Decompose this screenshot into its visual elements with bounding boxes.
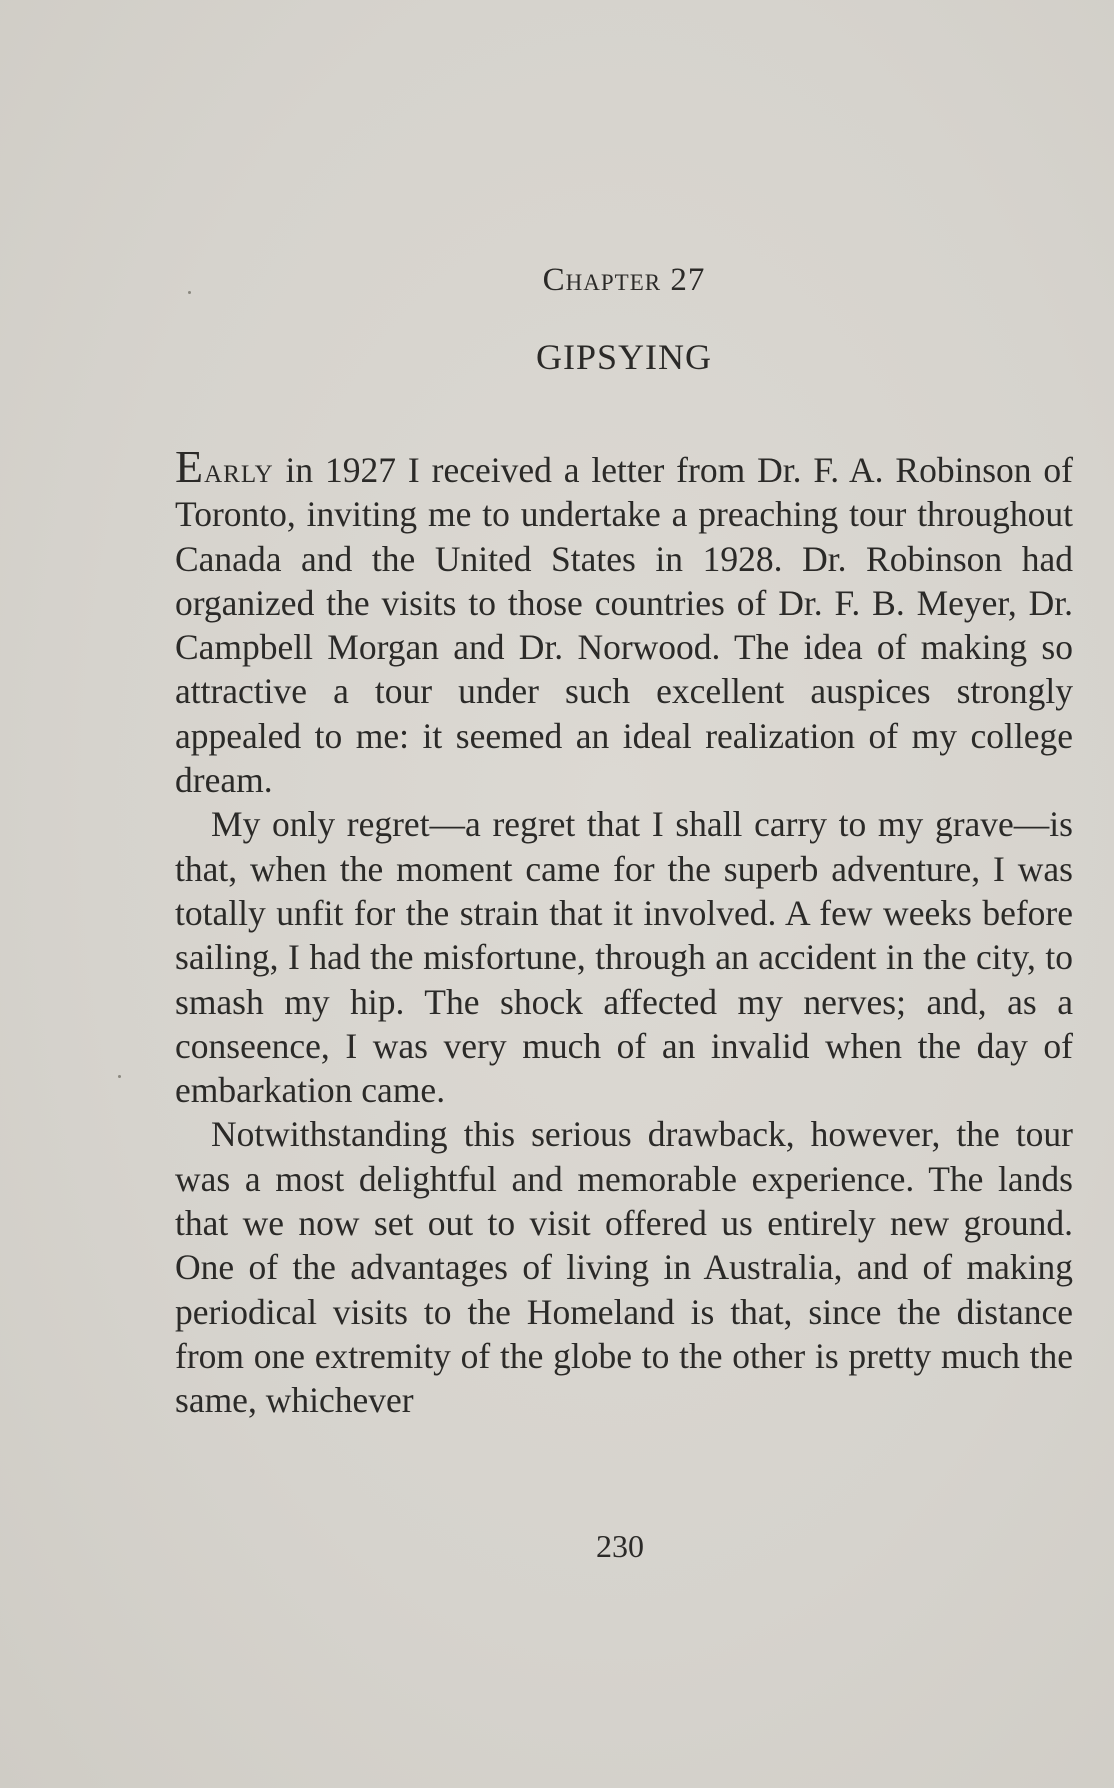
opening-initial: E xyxy=(175,441,205,492)
paragraph-1-text: in 1927 I received a letter from Dr. F. A. Robinson of Toronto, inviting me to undertake a preaching tour throughout Canada and the United States in 1928. Dr. Robinson had organized the visits to those countries of Dr. F. B. Meyer, Dr. Campbell Morgan and Dr. Norwood. The idea of making so attractive a tour under such excellent auspices strongly appealed to me: it seemed an ideal realization of my college dream. xyxy=(175,450,1073,801)
opening-word xyxy=(175,441,274,492)
paragraph-2: My only regret—a regret that I shall carry to my grave—is that, when the moment came for the superb adventure, I was totally unfit for the strain that it involved. A few weeks before sailing, I had the misfortune, through an accident in the city, to smash my hip. The shock affected my nerves; and, as a conseence, I was very much of an invalid when the day of embarkation came. xyxy=(175,804,1073,1111)
paper-speck xyxy=(118,1075,121,1078)
body-text xyxy=(175,441,1073,1423)
paragraph-3: Notwithstanding this serious drawback, however, the tour was a most delightful and memorable experience. The lands that we now set out to visit offered us entirely new ground. One of the advantages of living in Australia, and of making periodical visits to the Homeland is that, since the distance from one extremity of the globe to the other is pretty much the same, whichever xyxy=(175,1114,1073,1421)
chapter-title: GIPSYING xyxy=(535,337,712,377)
opening-word-rest: arly xyxy=(204,450,274,490)
paragraph-1 xyxy=(175,441,1073,802)
chapter-label: Chapter 27 xyxy=(542,262,706,298)
page-number: 230 xyxy=(596,1528,644,1564)
